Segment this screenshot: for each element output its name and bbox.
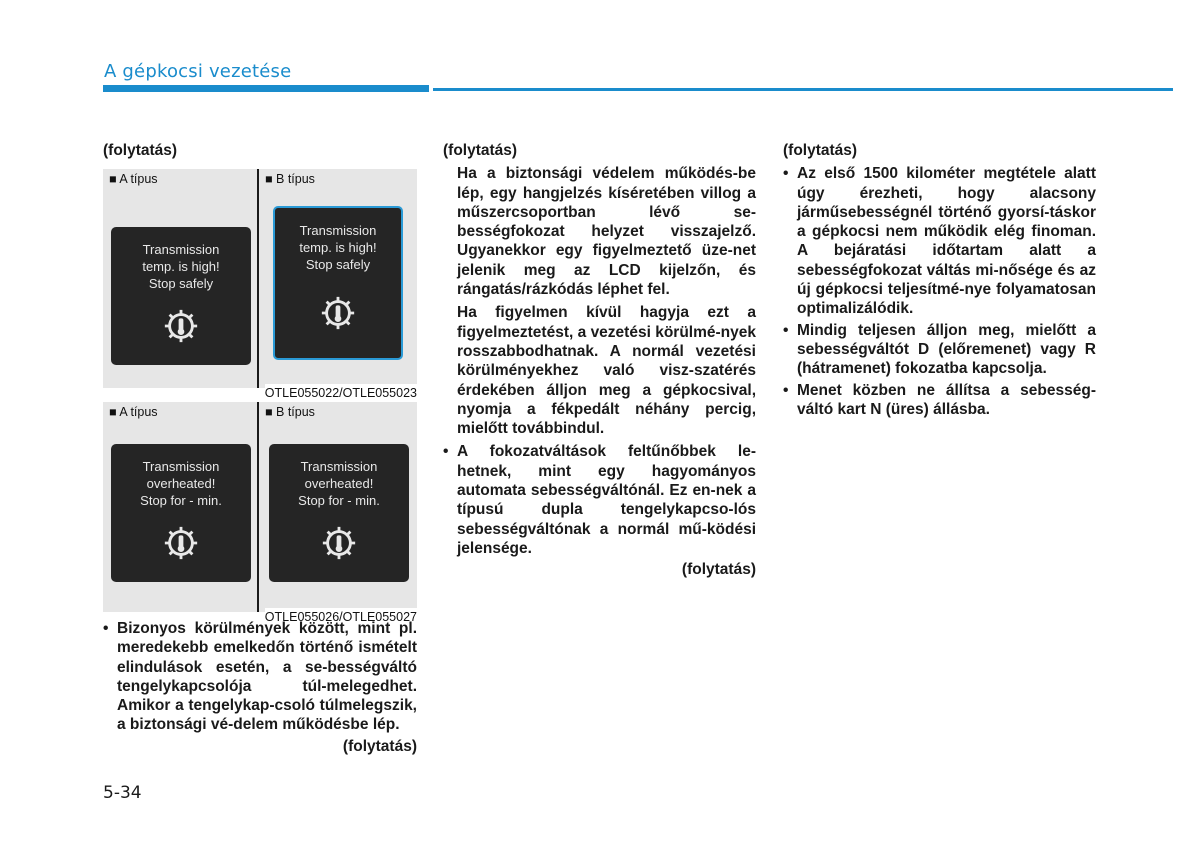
- figure-bottom-caption: OTLE055026/OTLE055027: [264, 610, 417, 624]
- type-b-label: ■ B típus: [265, 405, 315, 419]
- warning-figure: [103, 169, 417, 624]
- section-title: A gépkocsi vezetése: [104, 61, 292, 82]
- screen-line: Transmission: [142, 242, 220, 257]
- list-item: • Az első 1500 kilométer megtétele alatt úgy érezheti, hogy alacsony járműsebességnél történő gyorsí-táskor a gépkocsi nem működik elég finoman. A bejáratási időtartam alatt a sebességfokozat váltás mi-nősége és az új gépkocsi teljesítmé-nye folyamatosan optimalizálódik.: [783, 165, 1096, 318]
- column-2: [443, 141, 756, 580]
- column-2-heading: (folytatás): [443, 142, 518, 159]
- type-a-label: ■ A típus: [109, 405, 158, 419]
- screen-line: Transmission: [300, 459, 378, 474]
- column-1-text: [103, 619, 417, 756]
- list-item: • A fokozatváltások feltűnőbbek le-hetnek, mint egy hagyományos automata sebességváltónál. Ez en-nek a típusú dupla tengelykapcso-lós sebességváltónak a normál mű-ködési jelensége.: [443, 443, 756, 557]
- lcd-screen-b-temp-high: [273, 206, 403, 360]
- paragraph: Ha figyelmen kívül hagyja ezt a figyelmeztetést, a vezetési körülmé-nyek rosszabbodhatnak. A normál vezetési körülményekhez való visz-szatérés érdekében álljon meg a gépkocsival, nyomja a fékpedált néhány percig, mielőtt továbbindul.: [457, 304, 756, 438]
- lcd-screen-b-overheated: [269, 444, 409, 582]
- screen-line: overheated!: [304, 476, 374, 491]
- bullet-text: A fokozatváltások feltűnőbbek le-hetnek, mint egy hagyományos automata sebességváltónál. Ez en-nek a típusú dupla tengelykapcso-lós sebességváltónak a normál mű-ködési jelensége.: [457, 443, 756, 557]
- figure-top-caption: OTLE055022/OTLE055023: [264, 386, 417, 400]
- figure-divider: [257, 169, 259, 388]
- screen-line: Stop for - min.: [140, 493, 222, 508]
- bullet-text: Menet közben ne állítsa a sebesség-váltó kart N (üres) állásba.: [797, 381, 1096, 418]
- lcd-screen-a-overheated: [111, 444, 251, 582]
- screen-line: Stop safely: [305, 257, 371, 272]
- screen-line: temp. is high!: [299, 240, 377, 255]
- figure-divider: [257, 402, 259, 612]
- gear-thermometer-icon: [162, 524, 200, 562]
- screen-line: Stop safely: [148, 276, 214, 291]
- bullet-text: Bizonyos körülmények között, mint pl. meredekebb emelkedőn történő ismételt elindulások esetén, a se-bességváltó tengelykapcsolója túl-melegedhet. Amikor a tengelykap-csoló túlmelegszik, a biztonsági vé-delem működésbe lép.: [117, 620, 417, 734]
- list-item: • Menet közben ne állítsa a sebesség-váltó kart N (üres) állásba.: [783, 381, 1096, 418]
- screen-line: temp. is high!: [142, 259, 220, 274]
- figure-bottom-panel: [103, 402, 417, 624]
- page-number: 5-34: [103, 783, 142, 803]
- paragraph: Ha a biztonsági védelem működés-be lép, egy hangjelzés kíséretében villog a műszercsoportban lévő se-bességfokozat helyzet visszajelző. Ugyanekkor egy figyelmeztető üze-net jelenik meg az LCD kijelzőn, és rángatás/rázkódás léphet fel.: [457, 165, 756, 299]
- list-item: • Bizonyos körülmények között, mint pl. meredekebb emelkedőn történő ismételt elindulások esetén, a se-bességváltó tengelykapcsolója túl-melegedhet. Amikor a tengelykap-csoló túlmelegszik, a biztonsági vé-delem működésbe lép.: [103, 620, 417, 734]
- lcd-screen-a-temp-high: [111, 227, 251, 365]
- gear-thermometer-icon: [320, 524, 358, 562]
- gear-thermometer-icon: [162, 307, 200, 345]
- bullet-text: Az első 1500 kilométer megtétele alatt úgy érezheti, hogy alacsony járműsebességnél történő gyorsí-táskor a gépkocsi nem működik elég finoman. A bejáratási időtartam alatt a sebességfokozat váltás mi-nősége és az új gépkocsi teljesítmé-nye folyamatosan optimalizálódik.: [797, 165, 1096, 318]
- list-item: • Mindig teljesen álljon meg, mielőtt a sebességváltót D (előremenet) vagy R (hátramenet) fokozatba kapcsolja.: [783, 321, 1096, 378]
- column-3: [783, 141, 1096, 421]
- continued-label: (folytatás): [681, 561, 756, 579]
- gear-thermometer-icon: [319, 294, 357, 332]
- header-rule-thick: [103, 85, 429, 92]
- type-b-label: ■ B típus: [265, 172, 315, 186]
- screen-line: overheated!: [146, 476, 216, 491]
- type-a-label: ■ A típus: [109, 172, 158, 186]
- figure-top-panel: [103, 169, 417, 400]
- screen-line: Transmission: [142, 459, 220, 474]
- column-1-heading: (folytatás): [103, 142, 178, 159]
- header-rule-thin: [433, 88, 1173, 91]
- continued-label: (folytatás): [342, 737, 417, 755]
- column-3-heading: (folytatás): [783, 142, 858, 159]
- column-1-heading-wrap: [103, 141, 417, 164]
- screen-line: Stop for - min.: [298, 493, 380, 508]
- screen-line: Transmission: [299, 223, 377, 238]
- bullet-text: Mindig teljesen álljon meg, mielőtt a sebességváltót D (előremenet) vagy R (hátramenet) fokozatba kapcsolja.: [797, 321, 1096, 378]
